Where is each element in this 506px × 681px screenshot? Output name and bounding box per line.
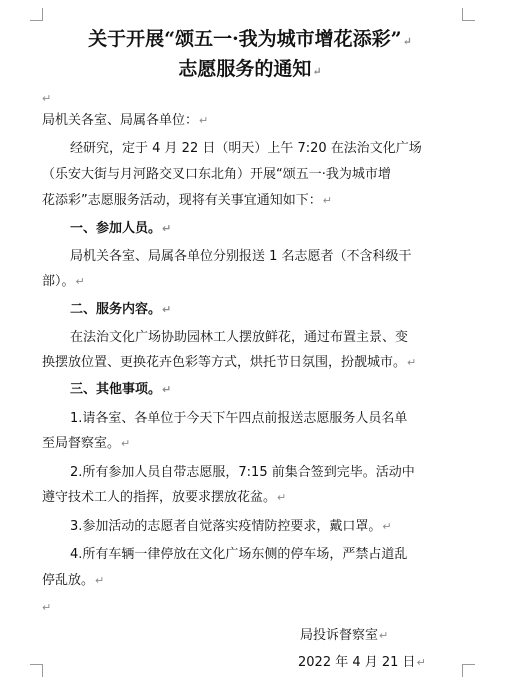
section3-heading[interactable] bbox=[70, 381, 500, 399]
item-text: 2.所有参加人员自带志愿服，7:15 前集合签到完毕。活动中 bbox=[70, 465, 415, 480]
intro-text: （乐安大街与月河路交叉口东北角）开展“颂五一·我为城市增 bbox=[42, 167, 391, 182]
item-text: 4.所有车辆一律停放在文化广场东侧的停车场，严禁占道乱 bbox=[70, 547, 408, 562]
section-heading-text: 一、参加人员。 bbox=[70, 221, 162, 236]
item-text: 停乱放。 bbox=[42, 573, 95, 588]
item-text: 至局督察室。 bbox=[42, 436, 121, 451]
intro-line-1[interactable] bbox=[70, 140, 500, 158]
paragraph-mark: ↵ bbox=[312, 65, 322, 78]
title-line-1-text: 关于开展“颂五一·我为城市增花添彩” bbox=[88, 28, 402, 50]
signature-org-text: 局投诉督察室 bbox=[300, 628, 379, 643]
item2-line-1[interactable] bbox=[70, 464, 500, 482]
crop-mark-bottom-left bbox=[30, 664, 43, 677]
paragraph-mark: ↵ bbox=[199, 114, 209, 127]
section1-line-2[interactable] bbox=[42, 273, 472, 291]
intro-line-2[interactable] bbox=[42, 166, 472, 184]
signature-date-text: 2022 年 4 月 21 日 bbox=[298, 655, 416, 670]
paragraph-mark: ↵ bbox=[95, 574, 105, 587]
paragraph-mark: ↵ bbox=[322, 194, 332, 207]
item-text: 1.请各室、各单位于今天下午四点前报送志愿服务人员名单 bbox=[70, 411, 408, 426]
section2-heading[interactable] bbox=[70, 301, 500, 319]
item4-line-1[interactable] bbox=[70, 546, 500, 564]
item-text: 3.参加活动的志愿者自觉落实疫情防控要求，戴口罩。 bbox=[70, 519, 382, 534]
section-body-text: 在法治文化广场协助园林工人摆放鲜花，通过布置主景、变 bbox=[70, 330, 409, 345]
intro-text: 经研究，定于 4 月 22 日（明天）上午 7:20 在法治文化广场 bbox=[70, 141, 422, 156]
section-body-text: 局机关各室、局属各单位分别报送 1 名志愿者（不含科级干 bbox=[70, 249, 412, 264]
item4-line-2[interactable] bbox=[42, 572, 472, 590]
section2-line-1[interactable] bbox=[70, 329, 500, 347]
section-body-text: 部）。 bbox=[42, 274, 75, 289]
paragraph-mark: ↵ bbox=[407, 356, 417, 369]
paragraph-mark: ↵ bbox=[42, 92, 52, 105]
paragraph-mark: ↵ bbox=[382, 520, 392, 533]
paragraph-mark: ↵ bbox=[416, 656, 426, 669]
crop-mark-top-left bbox=[30, 8, 43, 21]
item3-line[interactable] bbox=[70, 518, 500, 536]
item1-line-2[interactable] bbox=[42, 435, 472, 453]
paragraph-mark: ↵ bbox=[162, 383, 172, 396]
salutation-paragraph[interactable] bbox=[42, 112, 472, 130]
title-line-2[interactable] bbox=[40, 58, 460, 83]
paragraph-mark: ↵ bbox=[379, 629, 389, 642]
paragraph-mark: ↵ bbox=[42, 601, 52, 614]
signature-org[interactable] bbox=[300, 627, 506, 645]
empty-paragraph[interactable] bbox=[42, 90, 472, 108]
paragraph-mark: ↵ bbox=[121, 437, 131, 450]
section-heading-text: 二、服务内容。 bbox=[70, 302, 162, 317]
item2-line-2[interactable] bbox=[42, 489, 472, 507]
paragraph-mark: ↵ bbox=[162, 222, 172, 235]
paragraph-mark: ↵ bbox=[75, 275, 85, 288]
salutation-text: 局机关各室、局属各单位： bbox=[42, 113, 199, 128]
section1-heading[interactable] bbox=[70, 220, 500, 238]
crop-mark-top-right bbox=[462, 8, 475, 21]
paragraph-mark: ↵ bbox=[402, 35, 412, 48]
item-text: 遵守技术工人的指挥，放要求摆放花盆。 bbox=[42, 490, 277, 505]
intro-line-3[interactable] bbox=[42, 192, 472, 210]
section2-line-2[interactable] bbox=[42, 354, 472, 372]
section1-line-1[interactable] bbox=[70, 248, 500, 266]
item1-line-1[interactable] bbox=[70, 410, 500, 428]
title-line-1[interactable] bbox=[40, 28, 460, 53]
signature-date[interactable] bbox=[298, 654, 506, 672]
section-heading-text: 三、其他事项。 bbox=[70, 382, 162, 397]
paragraph-mark: ↵ bbox=[277, 491, 287, 504]
paragraph-mark: ↵ bbox=[162, 303, 172, 316]
intro-text: 花添彩”志愿服务活动，现将有关事宜通知如下： bbox=[42, 193, 322, 208]
empty-paragraph[interactable] bbox=[42, 599, 472, 617]
title-line-2-text: 志愿服务的通知 bbox=[178, 58, 312, 80]
section-body-text: 换摆放位置、更换花卉色彩等方式，烘托节日氛围，扮靓城市。 bbox=[42, 355, 407, 370]
